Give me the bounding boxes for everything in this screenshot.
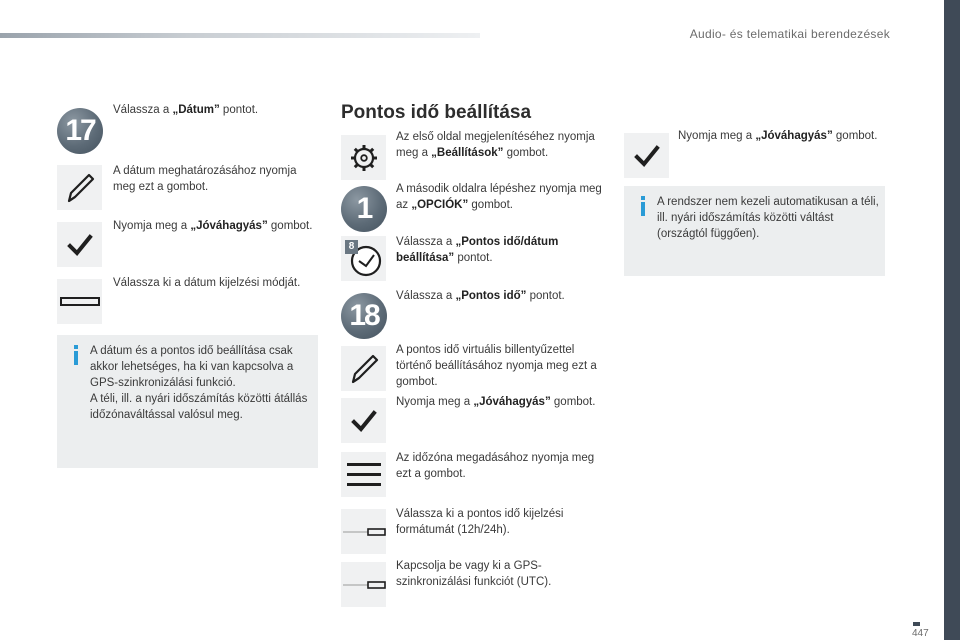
checkmark-icon bbox=[67, 234, 93, 256]
info-box-right bbox=[624, 186, 885, 276]
step17-text: Válassza a „Dátum” pontot. bbox=[113, 104, 259, 116]
header-bar bbox=[0, 33, 480, 38]
info-icon bbox=[641, 196, 645, 216]
checkmark-icon bbox=[634, 145, 660, 167]
time-format-button bbox=[341, 509, 386, 554]
settings-text: Az első oldal megjelenítéséhez nyomja meg a „Beállítások” gombot. bbox=[396, 131, 595, 159]
clock-button bbox=[341, 236, 386, 281]
clock-text: Válassza a „Pontos idő/dátum beállítása” pontot. bbox=[396, 236, 559, 264]
confirm-text-left: Nyomja meg a „Jóváhagyás” gombot. bbox=[113, 220, 313, 232]
time-format-text: Válassza ki a pontos idő kijelzési formátumát (12h/24h). bbox=[396, 508, 564, 536]
settings-button bbox=[341, 135, 386, 180]
clock-badge: 8 bbox=[345, 240, 358, 254]
step-badge-17: 17 bbox=[57, 108, 103, 154]
toggle-bar-icon bbox=[60, 296, 100, 308]
pencil-text-mid: A pontos idő virtuális billentyűzettel történő beállításához nyomja meg ezt a gombot. bbox=[396, 344, 597, 388]
format-button-left bbox=[57, 279, 102, 324]
timezone-text: Az időzóna megadásához nyomja meg ezt a gombot. bbox=[396, 452, 595, 480]
section-title: Pontos idő beállítása bbox=[341, 102, 532, 123]
confirm-button-mid bbox=[341, 398, 386, 443]
pencil-button-mid bbox=[341, 346, 386, 391]
menu-icon bbox=[346, 460, 382, 490]
info-box-left bbox=[57, 335, 318, 468]
toggle-bar-icon bbox=[342, 527, 386, 537]
confirm-text-mid: Nyomja meg a „Jóváhagyás” gombot. bbox=[396, 396, 596, 408]
page-marker bbox=[913, 622, 920, 626]
pencil-icon bbox=[347, 352, 381, 386]
step-badge-1: 1 bbox=[341, 186, 387, 232]
info-text-right: A rendszer nem kezeli automatikusan a téli, ill. nyári időszámítás közötti váltást (országtól függően). bbox=[657, 196, 879, 240]
step1-text: A második oldalra lépéshez nyomja meg az „OPCIÓK” gombot. bbox=[396, 183, 602, 211]
confirm-button-right bbox=[624, 133, 669, 178]
gear-icon bbox=[349, 143, 379, 173]
confirm-button-left bbox=[57, 222, 102, 267]
confirm-text-right: Nyomja meg a „Jóváhagyás” gombot. bbox=[678, 130, 878, 142]
pencil-icon bbox=[63, 171, 97, 205]
step18-text: Válassza a „Pontos idő” pontot. bbox=[396, 290, 565, 302]
timezone-button bbox=[341, 452, 386, 497]
page-edge-tab bbox=[944, 0, 960, 640]
pencil-button-left bbox=[57, 165, 102, 210]
gps-toggle-button bbox=[341, 562, 386, 607]
gps-text: Kapcsolja be vagy ki a GPS-szinkronizálási funkciót (UTC). bbox=[396, 560, 552, 588]
checkmark-icon bbox=[351, 410, 377, 432]
step-badge-18: 18 bbox=[341, 293, 387, 339]
info-icon bbox=[74, 345, 78, 365]
info-text-left: A dátum és a pontos idő beállítása csak akkor lehetséges, ha ki van kapcsolva a GPS-szinkronizálási funkció. A téli, ill. a nyári időszámítás közötti átállás időzónaváltással valósul meg. bbox=[90, 345, 308, 421]
toggle-bar-icon bbox=[342, 580, 386, 590]
format-text-left: Válassza ki a dátum kijelzési módját. bbox=[113, 277, 301, 289]
page-number: 447 bbox=[912, 628, 929, 639]
pencil-text-left: A dátum meghatározásához nyomja meg ezt a gombot. bbox=[113, 165, 297, 193]
chapter-title: Audio- és telematikai berendezések bbox=[689, 27, 890, 41]
